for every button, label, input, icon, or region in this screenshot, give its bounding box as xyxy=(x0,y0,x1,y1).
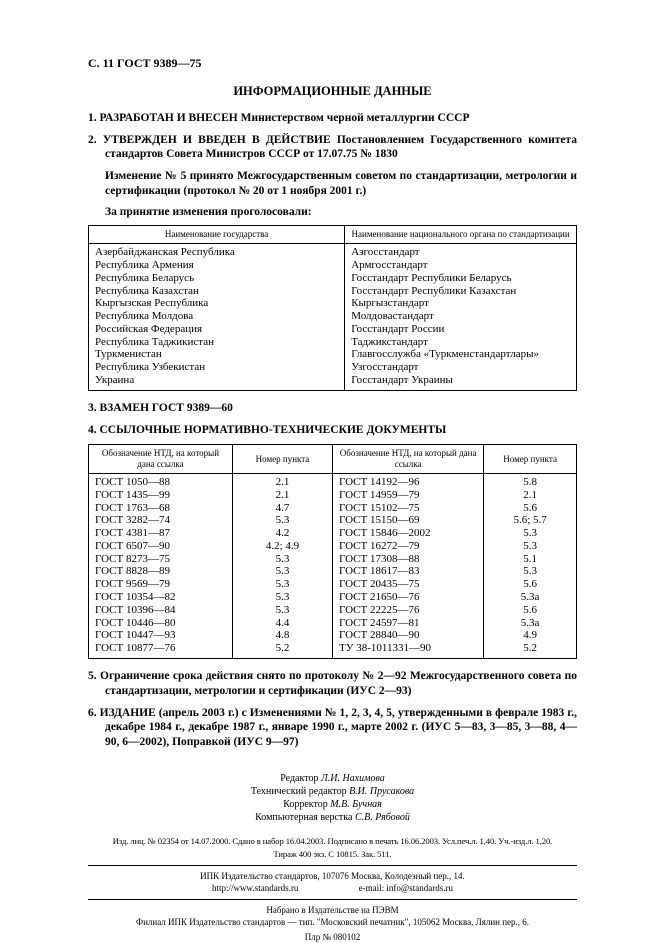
table-row xyxy=(89,374,577,390)
page-title: ИНФОРМАЦИОННЫЕ ДАННЫЕ xyxy=(233,84,432,98)
table-row xyxy=(89,336,577,349)
credit-name: М.В. Бучная xyxy=(330,798,382,810)
divider-top xyxy=(88,865,577,866)
credit-role: Компьютерная верстка xyxy=(255,811,353,823)
table-row xyxy=(89,527,577,540)
table-row xyxy=(89,502,577,515)
table-row xyxy=(89,297,577,310)
printing-block xyxy=(88,904,577,943)
credits-block xyxy=(88,772,577,824)
table-cell: ГОСТ 10447—93 xyxy=(89,629,233,642)
credit-name: В.И. Прусакова xyxy=(349,785,415,797)
table-cell: Госстандарт России xyxy=(345,323,577,336)
page-header: С. 11 ГОСТ 9389—75 xyxy=(88,56,202,70)
table-cell: ГОСТ 17308—88 xyxy=(332,553,483,566)
table-cell: ГОСТ 16272—79 xyxy=(332,540,483,553)
table-row xyxy=(89,323,577,336)
table-row xyxy=(89,642,577,658)
vote-table-body xyxy=(89,244,577,391)
credit-role: Корректор xyxy=(283,798,328,810)
table-cell: Российская Федерация xyxy=(89,323,345,336)
section-1: 1. РАЗРАБОТАН И ВНЕСЕН Министерством черной металлургии СССР xyxy=(88,112,470,124)
table-cell: 4.2; 4.9 xyxy=(232,540,332,553)
table-cell: Республика Казахстан xyxy=(89,285,345,298)
table-row xyxy=(89,565,577,578)
vote-table xyxy=(88,225,577,391)
table-cell: 5.6 xyxy=(484,604,577,617)
credit-layout xyxy=(88,811,577,824)
table-cell: ГОСТ 21650—76 xyxy=(332,591,483,604)
table-cell: ГОСТ 10877—76 xyxy=(89,642,233,658)
table-cell: 5.1 xyxy=(484,553,577,566)
table-cell: ГОСТ 15846—2002 xyxy=(332,527,483,540)
table-cell: 4.7 xyxy=(232,502,332,515)
publisher-address: ИПК Издательство стандартов, 107076 Москва, Колодезный пер., 14. xyxy=(200,870,465,881)
table-cell: 5.3 xyxy=(232,553,332,566)
table-cell: ГОСТ 3282—74 xyxy=(89,514,233,527)
table-cell: Главгосслужба «Туркменстандартлары» xyxy=(345,348,577,361)
table-cell: ГОСТ 24597—81 xyxy=(332,617,483,630)
table-cell: Таджикстандарт xyxy=(345,336,577,349)
table-row xyxy=(89,591,577,604)
table-cell: Украина xyxy=(89,374,345,390)
imprint-block xyxy=(88,835,577,861)
table-cell: ГОСТ 10354—82 xyxy=(89,591,233,604)
table-cell: Азгосстандарт xyxy=(345,244,577,259)
table-cell: ГОСТ 20435—75 xyxy=(332,578,483,591)
table-cell: 5.3 xyxy=(484,527,577,540)
publisher-website: http://www.standards.ru xyxy=(212,883,299,894)
vote-table-header-state: Наименование государства xyxy=(89,226,345,244)
vote-table-header-row xyxy=(89,226,577,244)
table-cell: ГОСТ 6507—90 xyxy=(89,540,233,553)
table-cell: ГОСТ 8273—75 xyxy=(89,553,233,566)
plr-number: Плр № 080102 xyxy=(304,931,361,942)
table-row xyxy=(89,348,577,361)
table-cell: 4.8 xyxy=(232,629,332,642)
section-3: 3. ВЗАМЕН ГОСТ 9389—60 xyxy=(88,401,233,414)
publisher-contacts xyxy=(88,882,577,895)
ref-table-header-ntd-left: Обозначение НТД, на который дана ссылка xyxy=(89,445,233,474)
table-row xyxy=(89,285,577,298)
table-cell: 5.3 xyxy=(232,591,332,604)
section-5: 5. Ограничение срока действия снято по протоколу № 2—92 Межгосударственного совета по стандартизации, метрологии и сертификации (ИУС 2—93) xyxy=(88,670,577,697)
table-cell: ГОСТ 18617—83 xyxy=(332,565,483,578)
imprint-line-2: Тираж 400 экз. С 10815. Зак. 511. xyxy=(273,848,392,859)
table-row xyxy=(89,259,577,272)
table-cell: ТУ 38-1011331—90 xyxy=(332,642,483,658)
vote-table-header-org: Наименование национального органа по стандартизации xyxy=(345,226,577,244)
table-row xyxy=(89,489,577,502)
table-cell: 5.3 xyxy=(232,604,332,617)
table-cell: Туркменистан xyxy=(89,348,345,361)
table-cell: Республика Таджикистан xyxy=(89,336,345,349)
divider-bottom xyxy=(88,899,577,900)
table-cell: ГОСТ 1050—88 xyxy=(89,473,233,488)
table-row xyxy=(89,553,577,566)
table-cell: Республика Армения xyxy=(89,259,345,272)
table-cell: Молдовастандарт xyxy=(345,310,577,323)
table-row xyxy=(89,272,577,285)
table-cell: 5.3 xyxy=(232,565,332,578)
table-cell: ГОСТ 22225—76 xyxy=(332,604,483,617)
table-cell: ГОСТ 28840—90 xyxy=(332,629,483,642)
references-table xyxy=(88,444,577,659)
table-cell: ГОСТ 14959—79 xyxy=(332,489,483,502)
typeset-note: Набрано в Издательстве на ПЭВМ xyxy=(266,904,399,915)
table-cell: ГОСТ 4381—87 xyxy=(89,527,233,540)
table-cell: Азербайджанская Республика xyxy=(89,244,345,259)
table-cell: Госстандарт Республики Беларусь xyxy=(345,272,577,285)
table-cell: 2.1 xyxy=(232,473,332,488)
table-cell: 4.4 xyxy=(232,617,332,630)
table-cell: 5.6 xyxy=(484,578,577,591)
table-cell: 5.3 xyxy=(232,514,332,527)
table-cell: 5.8 xyxy=(484,473,577,488)
table-cell: ГОСТ 1435—99 xyxy=(89,489,233,502)
table-cell: Республика Узбекистан xyxy=(89,361,345,374)
table-cell: 5.3а xyxy=(484,617,577,630)
table-cell: Армгосстандарт xyxy=(345,259,577,272)
table-row xyxy=(89,629,577,642)
branch-address: Филиал ИПК Издательство стандартов — тип. "Московский печатник", 105062 Москва, Лялин пер., 6. xyxy=(135,917,530,928)
ref-table-header-clause-right: Номер пункта xyxy=(484,445,577,474)
credit-technical-editor xyxy=(88,785,577,798)
table-row xyxy=(89,514,577,527)
table-row xyxy=(89,361,577,374)
table-cell: Госстандарт Украины xyxy=(345,374,577,390)
table-cell: ГОСТ 10446—80 xyxy=(89,617,233,630)
table-cell: ГОСТ 15102—75 xyxy=(332,502,483,515)
table-cell: Кыргызстандарт xyxy=(345,297,577,310)
credit-editor xyxy=(88,772,577,785)
table-cell: ГОСТ 14192—96 xyxy=(332,473,483,488)
table-cell: 5.3 xyxy=(232,578,332,591)
section-2: 2. УТВЕРЖДЕН И ВВЕДЕН В ДЕЙСТВИЕ Постановлением Государственного комитета стандартов Совета Министров СССР от 17.07.75 № 1830 xyxy=(88,133,577,161)
credit-role: Редактор xyxy=(280,772,319,784)
table-cell: ГОСТ 8828—89 xyxy=(89,565,233,578)
table-cell: Республика Беларусь xyxy=(89,272,345,285)
table-cell: Республика Молдова xyxy=(89,310,345,323)
table-cell: Госстандарт Республики Казахстан xyxy=(345,285,577,298)
table-cell: 5.2 xyxy=(484,642,577,658)
table-cell: 5.6; 5.7 xyxy=(484,514,577,527)
table-cell: 4.9 xyxy=(484,629,577,642)
table-cell: ГОСТ 9569—79 xyxy=(89,578,233,591)
table-row xyxy=(89,617,577,630)
section-2-vote-intro: За принятие изменения проголосовали: xyxy=(105,205,312,218)
table-cell: 2.1 xyxy=(484,489,577,502)
section-2-amendment: Изменение № 5 принято Межгосударственным советом по стандартизации, метрологии и сертификации (протокол № 20 от 1 ноября 2001 г.) xyxy=(105,170,577,197)
table-row xyxy=(89,310,577,323)
publisher-email: e-mail: info@standards.ru xyxy=(358,883,453,894)
table-row xyxy=(89,578,577,591)
table-cell: ГОСТ 10396—84 xyxy=(89,604,233,617)
ref-table-body xyxy=(89,473,577,658)
section-4: 4. ССЫЛОЧНЫЕ НОРМАТИВНО-ТЕХНИЧЕСКИЕ ДОКУМЕНТЫ xyxy=(88,423,447,436)
table-row xyxy=(89,244,577,259)
table-cell: 5.6 xyxy=(484,502,577,515)
table-row xyxy=(89,604,577,617)
credit-proofreader xyxy=(88,798,577,811)
section-6: 6. ИЗДАНИЕ (апрель 2003 г.) с Изменениями № 1, 2, 3, 4, 5, утвержденными в феврале 1983 г., декабре 1984 г., декабре 1987 г., январе 1990 г., марте 2002 г. (ИУС 5—83, 3—85, 3—88, 4—90, 6—2002), Поправкой (ИУС 9—97) xyxy=(88,706,577,748)
table-cell: 5.3 xyxy=(484,565,577,578)
imprint-line-1: Изд. лиц. № 02354 от 14.07.2000. Сдано в набор 16.04.2003. Подписано в печать 16.06.2003. Усл.печ.л. 1,40. Уч.-изд.л. 1,20. xyxy=(112,835,553,846)
table-cell: 4.2 xyxy=(232,527,332,540)
credit-name: С.В. Рябовой xyxy=(354,811,410,823)
table-cell: 5.3 xyxy=(484,540,577,553)
publisher-block xyxy=(88,870,577,895)
table-cell: 5.3а xyxy=(484,591,577,604)
table-cell: ГОСТ 1763—68 xyxy=(89,502,233,515)
table-cell: 5.2 xyxy=(232,642,332,658)
credit-name: Л.И. Нахимова xyxy=(320,772,385,784)
ref-table-header-row xyxy=(89,445,577,474)
table-cell: ГОСТ 15150—69 xyxy=(332,514,483,527)
table-row xyxy=(89,540,577,553)
table-cell: Узгосстандарт xyxy=(345,361,577,374)
ref-table-header-ntd-right: Обозначение НТД, на который дана ссылка xyxy=(332,445,483,474)
table-row xyxy=(89,473,577,488)
ref-table-header-clause-left: Номер пункта xyxy=(232,445,332,474)
table-cell: 2.1 xyxy=(232,489,332,502)
credit-role: Технический редактор xyxy=(250,785,347,797)
table-cell: Кыргызская Республика xyxy=(89,297,345,310)
